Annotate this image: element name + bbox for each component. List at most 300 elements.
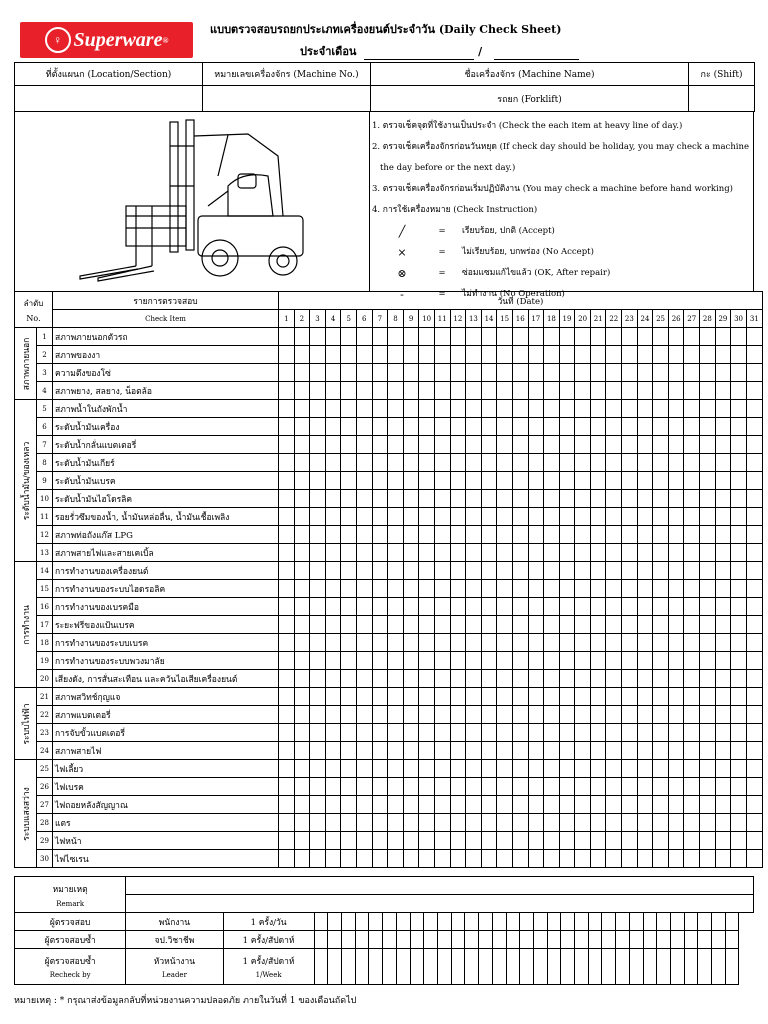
signoff-cell[interactable]	[575, 913, 589, 931]
check-cell[interactable]	[528, 706, 544, 724]
check-cell[interactable]	[544, 652, 560, 670]
check-cell[interactable]	[372, 472, 388, 490]
check-cell[interactable]	[590, 328, 606, 346]
check-cell[interactable]	[606, 400, 622, 418]
check-cell[interactable]	[559, 760, 575, 778]
check-cell[interactable]	[746, 580, 762, 598]
check-cell[interactable]	[715, 814, 731, 832]
check-cell[interactable]	[668, 436, 684, 454]
remark-field[interactable]	[126, 895, 754, 913]
check-cell[interactable]	[575, 616, 591, 634]
check-cell[interactable]	[481, 634, 497, 652]
check-cell[interactable]	[497, 508, 513, 526]
check-cell[interactable]	[559, 634, 575, 652]
check-cell[interactable]	[606, 598, 622, 616]
check-cell[interactable]	[466, 850, 482, 868]
check-cell[interactable]	[450, 490, 466, 508]
check-cell[interactable]	[341, 634, 357, 652]
check-cell[interactable]	[372, 832, 388, 850]
check-cell[interactable]	[466, 418, 482, 436]
signoff-cell[interactable]	[342, 913, 356, 931]
check-cell[interactable]	[294, 508, 310, 526]
check-cell[interactable]	[325, 382, 341, 400]
check-cell[interactable]	[637, 328, 653, 346]
check-cell[interactable]	[590, 850, 606, 868]
check-cell[interactable]	[544, 598, 560, 616]
check-cell[interactable]	[715, 652, 731, 670]
check-cell[interactable]	[388, 778, 404, 796]
check-cell[interactable]	[715, 382, 731, 400]
check-cell[interactable]	[341, 364, 357, 382]
check-cell[interactable]	[294, 580, 310, 598]
check-cell[interactable]	[528, 724, 544, 742]
check-cell[interactable]	[481, 490, 497, 508]
check-cell[interactable]	[341, 544, 357, 562]
check-cell[interactable]	[715, 346, 731, 364]
check-cell[interactable]	[466, 598, 482, 616]
check-cell[interactable]	[388, 814, 404, 832]
check-cell[interactable]	[746, 814, 762, 832]
check-cell[interactable]	[653, 418, 669, 436]
check-cell[interactable]	[466, 706, 482, 724]
check-cell[interactable]	[372, 796, 388, 814]
check-cell[interactable]	[700, 382, 716, 400]
check-cell[interactable]	[419, 688, 435, 706]
check-cell[interactable]	[372, 598, 388, 616]
check-cell[interactable]	[434, 724, 450, 742]
check-cell[interactable]	[731, 724, 747, 742]
check-cell[interactable]	[434, 670, 450, 688]
check-cell[interactable]	[356, 580, 372, 598]
signoff-cell[interactable]	[520, 931, 534, 949]
check-cell[interactable]	[684, 688, 700, 706]
check-cell[interactable]	[637, 454, 653, 472]
check-cell[interactable]	[731, 634, 747, 652]
check-cell[interactable]	[403, 688, 419, 706]
check-cell[interactable]	[388, 616, 404, 634]
check-cell[interactable]	[450, 742, 466, 760]
check-cell[interactable]	[637, 490, 653, 508]
check-cell[interactable]	[419, 742, 435, 760]
check-cell[interactable]	[325, 508, 341, 526]
signoff-cell[interactable]	[547, 913, 561, 931]
check-cell[interactable]	[481, 454, 497, 472]
check-cell[interactable]	[731, 328, 747, 346]
check-cell[interactable]	[294, 850, 310, 868]
check-cell[interactable]	[715, 688, 731, 706]
check-cell[interactable]	[746, 382, 762, 400]
check-cell[interactable]	[356, 382, 372, 400]
check-cell[interactable]	[668, 688, 684, 706]
check-cell[interactable]	[622, 436, 638, 454]
check-cell[interactable]	[715, 796, 731, 814]
check-cell[interactable]	[450, 436, 466, 454]
check-cell[interactable]	[279, 814, 295, 832]
check-cell[interactable]	[279, 418, 295, 436]
check-cell[interactable]	[700, 652, 716, 670]
check-cell[interactable]	[700, 814, 716, 832]
check-cell[interactable]	[372, 778, 388, 796]
check-cell[interactable]	[279, 688, 295, 706]
check-cell[interactable]	[310, 652, 326, 670]
signoff-cell[interactable]	[712, 949, 726, 985]
check-cell[interactable]	[528, 796, 544, 814]
check-cell[interactable]	[497, 400, 513, 418]
check-cell[interactable]	[512, 742, 528, 760]
signoff-cell[interactable]	[684, 949, 698, 985]
check-cell[interactable]	[746, 760, 762, 778]
check-cell[interactable]	[622, 688, 638, 706]
check-cell[interactable]	[590, 742, 606, 760]
check-cell[interactable]	[341, 382, 357, 400]
check-cell[interactable]	[606, 706, 622, 724]
check-cell[interactable]	[622, 814, 638, 832]
check-cell[interactable]	[419, 724, 435, 742]
check-cell[interactable]	[481, 346, 497, 364]
check-cell[interactable]	[575, 832, 591, 850]
check-cell[interactable]	[403, 796, 419, 814]
check-cell[interactable]	[434, 454, 450, 472]
check-cell[interactable]	[653, 742, 669, 760]
check-cell[interactable]	[279, 400, 295, 418]
check-cell[interactable]	[294, 616, 310, 634]
check-cell[interactable]	[403, 706, 419, 724]
check-cell[interactable]	[356, 760, 372, 778]
check-cell[interactable]	[544, 400, 560, 418]
check-cell[interactable]	[559, 598, 575, 616]
check-cell[interactable]	[466, 436, 482, 454]
check-cell[interactable]	[481, 544, 497, 562]
check-cell[interactable]	[653, 706, 669, 724]
check-cell[interactable]	[575, 472, 591, 490]
check-cell[interactable]	[637, 742, 653, 760]
check-cell[interactable]	[684, 544, 700, 562]
check-cell[interactable]	[559, 796, 575, 814]
check-cell[interactable]	[544, 472, 560, 490]
check-cell[interactable]	[715, 400, 731, 418]
check-cell[interactable]	[590, 436, 606, 454]
check-cell[interactable]	[310, 346, 326, 364]
check-cell[interactable]	[325, 616, 341, 634]
signoff-cell[interactable]	[383, 913, 397, 931]
check-cell[interactable]	[731, 382, 747, 400]
check-cell[interactable]	[372, 652, 388, 670]
check-cell[interactable]	[684, 760, 700, 778]
check-cell[interactable]	[746, 490, 762, 508]
signoff-cell[interactable]	[533, 913, 547, 931]
check-cell[interactable]	[746, 724, 762, 742]
check-cell[interactable]	[575, 742, 591, 760]
check-cell[interactable]	[450, 760, 466, 778]
check-cell[interactable]	[341, 616, 357, 634]
check-cell[interactable]	[559, 382, 575, 400]
check-cell[interactable]	[466, 796, 482, 814]
check-cell[interactable]	[559, 562, 575, 580]
check-cell[interactable]	[341, 454, 357, 472]
check-cell[interactable]	[746, 616, 762, 634]
remark-field[interactable]	[126, 877, 754, 895]
check-cell[interactable]	[668, 400, 684, 418]
check-cell[interactable]	[388, 580, 404, 598]
check-cell[interactable]	[512, 814, 528, 832]
check-cell[interactable]	[512, 652, 528, 670]
check-cell[interactable]	[434, 526, 450, 544]
check-cell[interactable]	[450, 346, 466, 364]
check-cell[interactable]	[590, 454, 606, 472]
check-cell[interactable]	[684, 670, 700, 688]
check-cell[interactable]	[731, 688, 747, 706]
check-cell[interactable]	[497, 580, 513, 598]
check-cell[interactable]	[700, 580, 716, 598]
check-cell[interactable]	[294, 382, 310, 400]
check-cell[interactable]	[434, 778, 450, 796]
check-cell[interactable]	[512, 670, 528, 688]
check-cell[interactable]	[622, 400, 638, 418]
check-cell[interactable]	[310, 328, 326, 346]
signoff-cell[interactable]	[465, 931, 479, 949]
signoff-cell[interactable]	[670, 913, 684, 931]
check-cell[interactable]	[653, 346, 669, 364]
check-cell[interactable]	[528, 436, 544, 454]
check-cell[interactable]	[622, 580, 638, 598]
check-cell[interactable]	[512, 544, 528, 562]
check-cell[interactable]	[668, 508, 684, 526]
check-cell[interactable]	[434, 490, 450, 508]
check-cell[interactable]	[294, 634, 310, 652]
check-cell[interactable]	[325, 778, 341, 796]
check-cell[interactable]	[356, 454, 372, 472]
check-cell[interactable]	[668, 598, 684, 616]
check-cell[interactable]	[544, 436, 560, 454]
check-cell[interactable]	[279, 436, 295, 454]
check-cell[interactable]	[590, 490, 606, 508]
check-cell[interactable]	[325, 544, 341, 562]
check-cell[interactable]	[668, 346, 684, 364]
check-cell[interactable]	[575, 850, 591, 868]
check-cell[interactable]	[653, 454, 669, 472]
check-cell[interactable]	[466, 328, 482, 346]
check-cell[interactable]	[590, 724, 606, 742]
check-cell[interactable]	[700, 796, 716, 814]
check-cell[interactable]	[434, 832, 450, 850]
check-cell[interactable]	[310, 850, 326, 868]
check-cell[interactable]	[434, 796, 450, 814]
check-cell[interactable]	[731, 598, 747, 616]
signoff-cell[interactable]	[575, 931, 589, 949]
check-cell[interactable]	[544, 328, 560, 346]
check-cell[interactable]	[715, 742, 731, 760]
check-cell[interactable]	[544, 724, 560, 742]
check-cell[interactable]	[606, 832, 622, 850]
check-cell[interactable]	[622, 544, 638, 562]
signoff-cell[interactable]	[657, 913, 671, 931]
check-cell[interactable]	[279, 760, 295, 778]
check-cell[interactable]	[356, 616, 372, 634]
check-cell[interactable]	[341, 688, 357, 706]
check-cell[interactable]	[403, 508, 419, 526]
check-cell[interactable]	[575, 796, 591, 814]
check-cell[interactable]	[403, 598, 419, 616]
check-cell[interactable]	[606, 652, 622, 670]
check-cell[interactable]	[356, 832, 372, 850]
check-cell[interactable]	[450, 544, 466, 562]
check-cell[interactable]	[528, 508, 544, 526]
check-cell[interactable]	[466, 526, 482, 544]
check-cell[interactable]	[668, 382, 684, 400]
check-cell[interactable]	[512, 562, 528, 580]
check-cell[interactable]	[372, 436, 388, 454]
check-cell[interactable]	[590, 706, 606, 724]
check-cell[interactable]	[700, 346, 716, 364]
check-cell[interactable]	[731, 418, 747, 436]
check-cell[interactable]	[746, 634, 762, 652]
check-cell[interactable]	[637, 688, 653, 706]
check-cell[interactable]	[372, 616, 388, 634]
signoff-cell[interactable]	[602, 931, 616, 949]
check-cell[interactable]	[450, 850, 466, 868]
check-cell[interactable]	[653, 796, 669, 814]
check-cell[interactable]	[590, 580, 606, 598]
check-cell[interactable]	[325, 814, 341, 832]
check-cell[interactable]	[325, 580, 341, 598]
check-cell[interactable]	[606, 526, 622, 544]
check-cell[interactable]	[466, 580, 482, 598]
check-cell[interactable]	[325, 526, 341, 544]
check-cell[interactable]	[310, 598, 326, 616]
check-cell[interactable]	[388, 346, 404, 364]
check-cell[interactable]	[575, 652, 591, 670]
check-cell[interactable]	[356, 436, 372, 454]
check-cell[interactable]	[372, 364, 388, 382]
signoff-cell[interactable]	[506, 949, 520, 985]
check-cell[interactable]	[419, 796, 435, 814]
check-cell[interactable]	[590, 562, 606, 580]
check-cell[interactable]	[434, 328, 450, 346]
check-cell[interactable]	[372, 724, 388, 742]
check-cell[interactable]	[497, 688, 513, 706]
check-cell[interactable]	[606, 850, 622, 868]
signoff-cell[interactable]	[602, 949, 616, 985]
check-cell[interactable]	[434, 418, 450, 436]
check-cell[interactable]	[325, 436, 341, 454]
signoff-cell[interactable]	[492, 931, 506, 949]
check-cell[interactable]	[294, 562, 310, 580]
check-cell[interactable]	[653, 760, 669, 778]
check-cell[interactable]	[466, 544, 482, 562]
signoff-cell[interactable]	[602, 913, 616, 931]
check-cell[interactable]	[403, 616, 419, 634]
check-cell[interactable]	[341, 490, 357, 508]
check-cell[interactable]	[746, 508, 762, 526]
check-cell[interactable]	[466, 814, 482, 832]
check-cell[interactable]	[653, 490, 669, 508]
signoff-cell[interactable]	[314, 913, 328, 931]
check-cell[interactable]	[622, 598, 638, 616]
check-cell[interactable]	[325, 400, 341, 418]
check-cell[interactable]	[325, 742, 341, 760]
check-cell[interactable]	[279, 562, 295, 580]
check-cell[interactable]	[356, 796, 372, 814]
check-cell[interactable]	[497, 490, 513, 508]
check-cell[interactable]	[731, 544, 747, 562]
check-cell[interactable]	[481, 760, 497, 778]
check-cell[interactable]	[294, 670, 310, 688]
check-cell[interactable]	[653, 544, 669, 562]
check-cell[interactable]	[388, 562, 404, 580]
check-cell[interactable]	[450, 706, 466, 724]
check-cell[interactable]	[388, 490, 404, 508]
check-cell[interactable]	[700, 832, 716, 850]
check-cell[interactable]	[575, 598, 591, 616]
check-cell[interactable]	[481, 418, 497, 436]
check-cell[interactable]	[419, 544, 435, 562]
check-cell[interactable]	[356, 598, 372, 616]
check-cell[interactable]	[419, 778, 435, 796]
signoff-cell[interactable]	[424, 949, 438, 985]
check-cell[interactable]	[544, 814, 560, 832]
check-cell[interactable]	[450, 670, 466, 688]
check-cell[interactable]	[731, 454, 747, 472]
check-cell[interactable]	[450, 508, 466, 526]
check-cell[interactable]	[310, 742, 326, 760]
check-cell[interactable]	[341, 742, 357, 760]
check-cell[interactable]	[559, 706, 575, 724]
check-cell[interactable]	[668, 526, 684, 544]
check-cell[interactable]	[450, 616, 466, 634]
check-cell[interactable]	[512, 832, 528, 850]
check-cell[interactable]	[684, 490, 700, 508]
check-cell[interactable]	[746, 436, 762, 454]
check-cell[interactable]	[497, 328, 513, 346]
check-cell[interactable]	[388, 724, 404, 742]
check-cell[interactable]	[294, 526, 310, 544]
check-cell[interactable]	[559, 436, 575, 454]
check-cell[interactable]	[466, 472, 482, 490]
check-cell[interactable]	[310, 688, 326, 706]
signoff-cell[interactable]	[342, 949, 356, 985]
check-cell[interactable]	[403, 634, 419, 652]
check-cell[interactable]	[294, 652, 310, 670]
check-cell[interactable]	[497, 544, 513, 562]
check-cell[interactable]	[325, 850, 341, 868]
check-cell[interactable]	[356, 490, 372, 508]
check-cell[interactable]	[653, 364, 669, 382]
check-cell[interactable]	[310, 418, 326, 436]
check-cell[interactable]	[466, 670, 482, 688]
check-cell[interactable]	[450, 418, 466, 436]
check-cell[interactable]	[559, 742, 575, 760]
check-cell[interactable]	[310, 814, 326, 832]
check-cell[interactable]	[419, 328, 435, 346]
check-cell[interactable]	[668, 778, 684, 796]
check-cell[interactable]	[637, 724, 653, 742]
check-cell[interactable]	[279, 634, 295, 652]
check-cell[interactable]	[544, 796, 560, 814]
check-cell[interactable]	[653, 400, 669, 418]
signoff-cell[interactable]	[547, 949, 561, 985]
signoff-cell[interactable]	[698, 931, 712, 949]
check-cell[interactable]	[356, 328, 372, 346]
check-cell[interactable]	[279, 346, 295, 364]
check-cell[interactable]	[746, 850, 762, 868]
check-cell[interactable]	[294, 418, 310, 436]
check-cell[interactable]	[590, 688, 606, 706]
check-cell[interactable]	[434, 814, 450, 832]
check-cell[interactable]	[466, 652, 482, 670]
signoff-cell[interactable]	[588, 913, 602, 931]
check-cell[interactable]	[294, 688, 310, 706]
check-cell[interactable]	[668, 724, 684, 742]
